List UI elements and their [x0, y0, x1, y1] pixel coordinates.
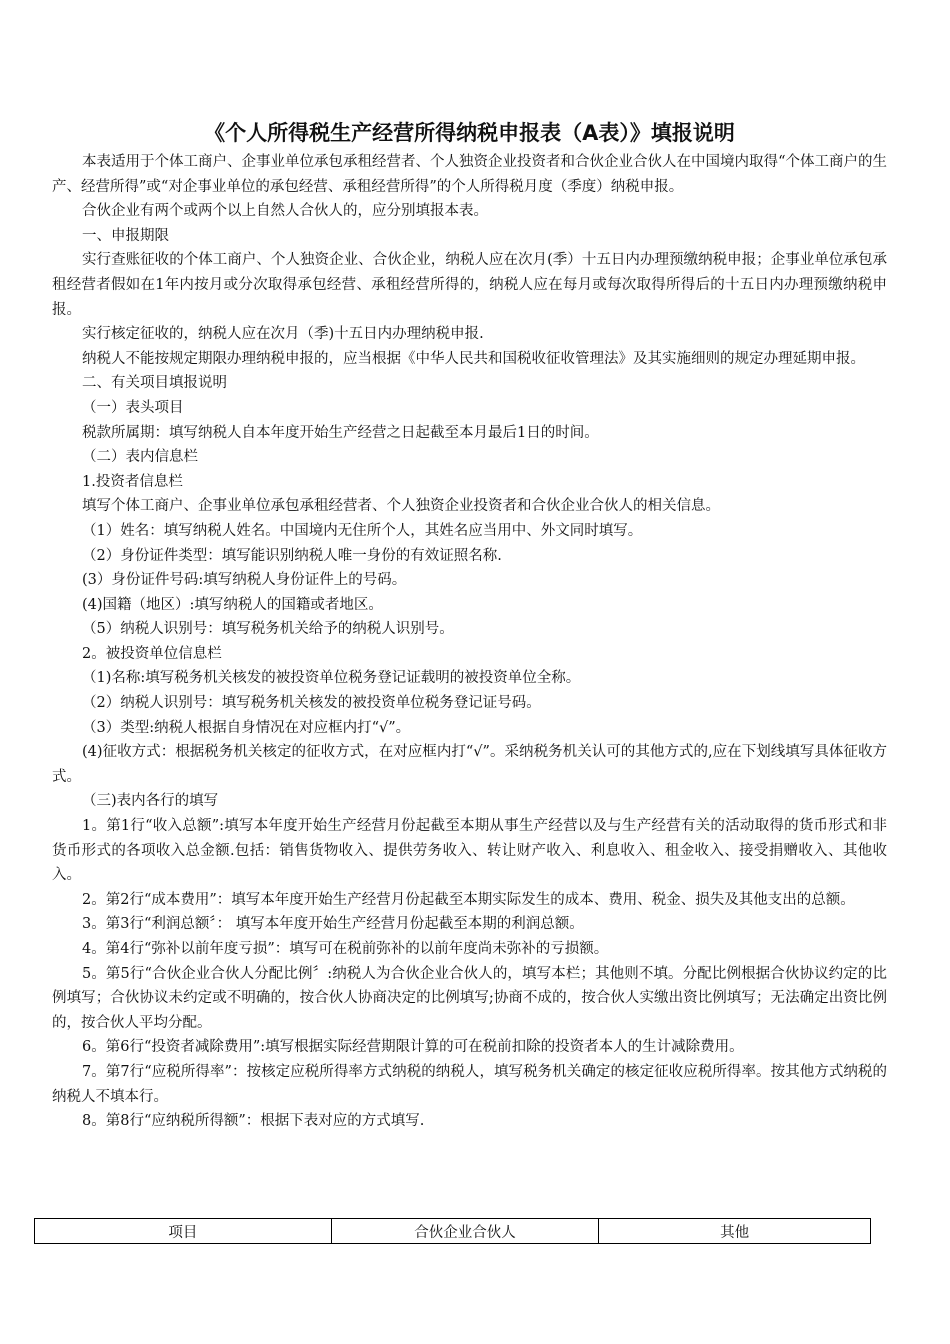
- list-item: 3。第3行“利润总额〞： 填写本年度开始生产经营月份起截至本期的利润总额。: [82, 916, 584, 933]
- table-header-cell: 合伙企业合伙人: [331, 1219, 599, 1244]
- list-item: （2）身份证件类型：填写能识别纳税人唯一身份的有效证照名称.: [82, 547, 502, 564]
- document-title: 《个人所得税生产经营所得纳税申报表（A表）》填报说明: [204, 121, 735, 145]
- list-item: （1）姓名：填写纳税人姓名。中国境内无住所个人，其姓名应当用中、外文同时填写。: [82, 522, 643, 539]
- list-item: 4。第4行“弥补以前年度亏损”：填写可在税前弥补的以前年度尚未弥补的亏损额。: [82, 941, 609, 957]
- list-item: 6。第6行“投资者减除费用”:填写根据实际经营期限计算的可在税前扣除的投资者本人的生计减除费用。: [82, 1039, 744, 1056]
- table-header-row: [35, 1219, 871, 1244]
- list-item: （2）纳税人识别号：填写税务机关核发的被投资单位税务登记证号码。: [82, 695, 541, 712]
- table-header-cell: 项目: [35, 1219, 332, 1244]
- paragraph: 本表适用于个体工商户、企事业单位承包承租经营者、个人独资企业投资者和合伙企业合伙人在中国境内取得“个体工商户的生产、经营所得”或“对企事业单位的承包经营、承租经营所得”的个人所得税月度（季度）纳税申报。: [52, 154, 887, 195]
- subsection-heading: （三)表内各行的填写: [82, 793, 219, 810]
- subsection-heading: （二）表内信息栏: [82, 449, 198, 466]
- paragraph: 合伙企业有两个或两个以上自然人合伙人的，应分别填报本表。: [82, 203, 488, 220]
- item-heading: 1.投资者信息栏: [82, 473, 183, 490]
- item-heading: 2。被投资单位信息栏: [82, 645, 222, 662]
- paragraph: 纳税人不能按规定期限办理纳税申报的，应当根据《中华人民共和国税收征收管理法》及其实施细则的规定办理延期申报。: [82, 350, 865, 367]
- list-item: 2。第2行“成本费用”：填写本年度开始生产经营月份起截至本期实际发生的成本、费用、税金、损失及其他支出的总额。: [82, 891, 855, 908]
- list-item: （1)名称:填写税务机关核发的被投资单位税务登记证载明的被投资单位全称。: [82, 670, 581, 687]
- taxable-income-table: [34, 1218, 871, 1244]
- paragraph: 税款所属期：填写纳税人自本年度开始生产经营之日起截至本月最后1日的时间。: [82, 424, 599, 441]
- subsection-heading: （一）表头项目: [82, 399, 184, 416]
- list-item: 8。第8行“应纳税所得额”：根据下表对应的方式填写.: [82, 1113, 425, 1130]
- list-item: （5）纳税人识别号：填写税务机关给予的纳税人识别号。: [82, 621, 454, 638]
- list-item: 5。第5行“合伙企业合伙人分配比例〞:纳税人为合伙企业合伙人的，填写本栏；其他则不填。分配比例根据合伙协议约定的比例填写；合伙协议未约定或不明确的，按合伙人协商决定的比例填写;协商不成的，按合伙人实缴出资比例填写；无法确定出资比例的，按合伙人平均分配。: [52, 965, 887, 1031]
- document-body: [52, 150, 887, 1134]
- list-item: 7。第7行“应税所得率”：按核定应税所得率方式纳税的纳税人，填写税务机关确定的核定征收应税所得率。按其他方式纳税的纳税人不填本行。: [52, 1063, 887, 1105]
- table-header-cell: 其他: [599, 1219, 871, 1244]
- list-item: (4)征收方式：根据税务机关核定的征收方式，在对应框内打“√”。采纳税务机关认可的其他方式的,应在下划线填写具体征收方式。: [52, 744, 887, 785]
- list-item: (3）身份证件号码:填写纳税人身份证件上的号码。: [82, 572, 407, 589]
- document-page: [52, 118, 887, 1134]
- paragraph: 实行核定征收的，纳税人应在次月（季)十五日内办理纳税申报.: [82, 326, 484, 343]
- section-heading: 一、申报期限: [82, 227, 169, 244]
- section-heading: 二、有关项目填报说明: [82, 375, 227, 392]
- list-item: （3）类型:纳税人根据自身情况在对应框内打“√”。: [82, 719, 411, 736]
- paragraph: 实行查账征收的个体工商户、个人独资企业、合伙企业，纳税人应在次月(季）十五日内办理预缴纳税申报；企事业单位承包承租经营者假如在1年内按月或分次取得承包经营、承租经营所得的，纳税人应在每月或每次取得所得后的十五日内办理预缴纳税申报。: [52, 252, 887, 318]
- list-item: (4)国籍（地区）:填写纳税人的国籍或者地区。: [82, 596, 383, 613]
- list-item: 1。第1行“收入总额”:填写本年度开始生产经营月份起截至本期从事生产经营以及与生产经营有关的活动取得的货币形式和非货币形式的各项收入总金额.包括：销售货物收入、提供劳务收入、转让财产收入、利息收入、租金收入、接受捐赠收入、其他收入。: [52, 818, 887, 884]
- paragraph: 填写个体工商户、企事业单位承包承租经营者、个人独资企业投资者和合伙企业合伙人的相关信息。: [82, 498, 720, 515]
